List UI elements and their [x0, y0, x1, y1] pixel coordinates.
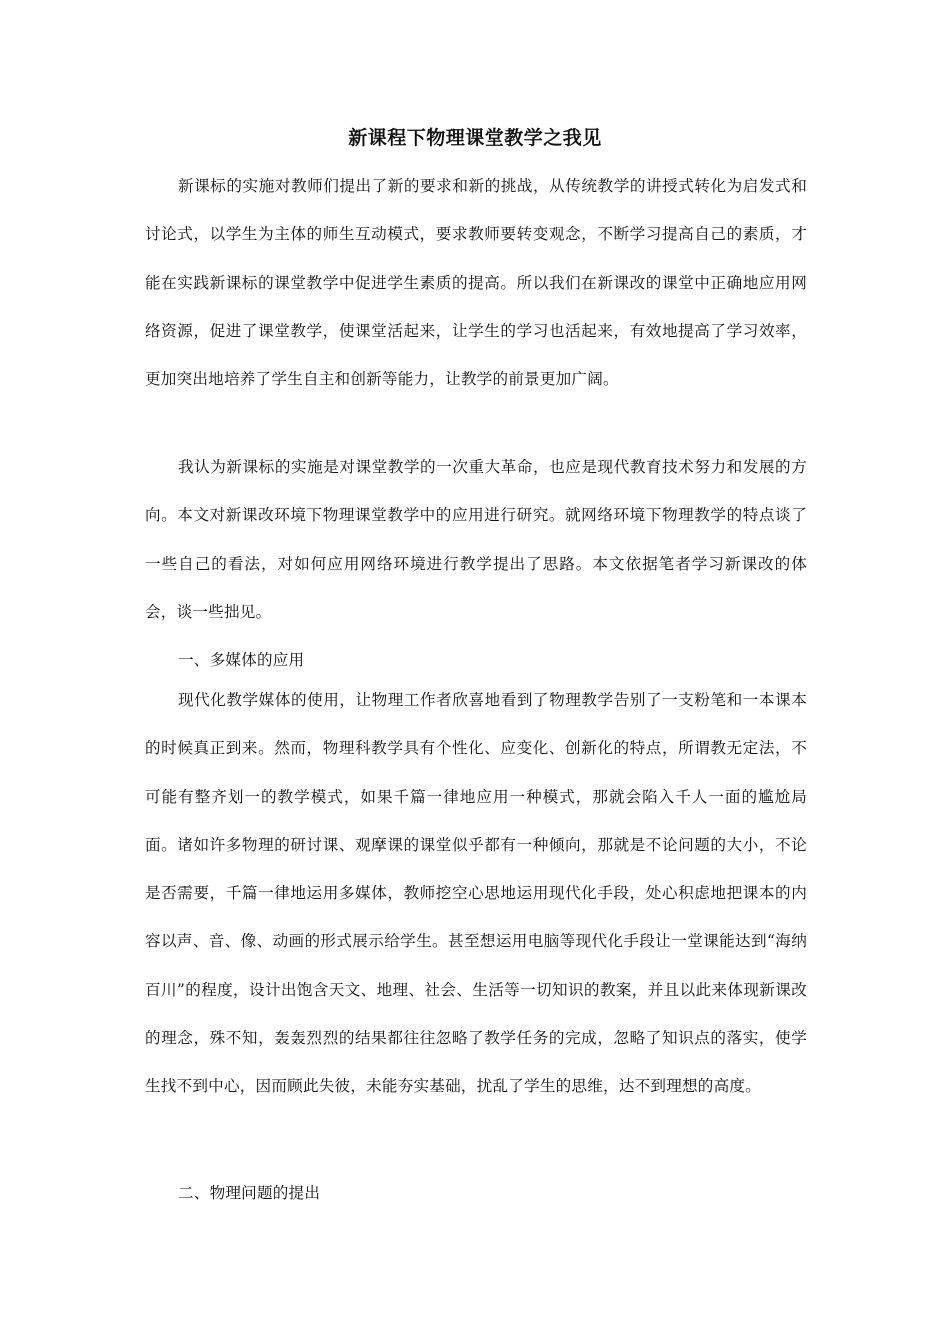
second-paragraph: 我认为新课标的实施是对课堂教学的一次重大革命，也应是现代教育技术努力和发展的方向。本文对新课改环境下物理课堂教学中的应用进行研究。就网络环境下物理教学的特点谈了一些自己的看法，对如何应用网络环境进行教学提出了思路。本文依据笔者学习新课改的体会，谈一些拙见。 — [145, 458, 807, 621]
section-heading-multimedia: 一、多媒体的应用 — [178, 651, 305, 669]
section-heading-physics-problems: 二、物理问题的提出 — [178, 1184, 321, 1202]
document-title: 新课程下物理课堂教学之我见 — [348, 127, 602, 149]
multimedia-paragraph: 现代化教学媒体的使用，让物理工作者欣喜地看到了物理教学告别了一支粉笔和一本课本的时候真正到来。然而，物理科教学具有个性化、应变化、创新化的特点，所谓教无定法，不可能有整齐划一的教学模式，如果千篇一律地应用一种模式，那就会陷入千人一面的尴尬局面。诸如许多物理的研讨课、观摩课的课堂似乎都有一种倾向，那就是不论问题的大小，不论是否需要，千篇一律地运用多媒体，教师挖空心思地运用现代化手段，处心积虑地把课本的内容以声、音、像、动画的形式展示给学生。甚至想运用电脑等现代化手段让一堂课能达到“海纳百川”的程度，设计出饱含天文、地理、社会、生活等一切知识的教案，并且以此来体现新课改的理念，殊不知，轰轰烈烈的结果都往往忽略了教学任务的完成，忽略了知识点的落实，使学生找不到中心，因而顾此失彼，未能夯实基础，扰乱了学生的思维，达不到理想的高度。 — [145, 691, 807, 1096]
intro-paragraph: 新课标的实施对教师们提出了新的要求和新的挑战，从传统教学的讲授式转化为启发式和讨论式，以学生为主体的师生互动模式，要求教师要转变观念，不断学习提高自己的素质，才能在实践新课标的课堂教学中促进学生素质的提高。所以我们在新课改的课堂中正确地应用网络资源，促进了课堂教学，使课堂活起来，让学生的学习也活起来，有效地提高了学习效率，更加突出地培养了学生自主和创新等能力，让教学的前景更加广阔。 — [145, 177, 807, 389]
